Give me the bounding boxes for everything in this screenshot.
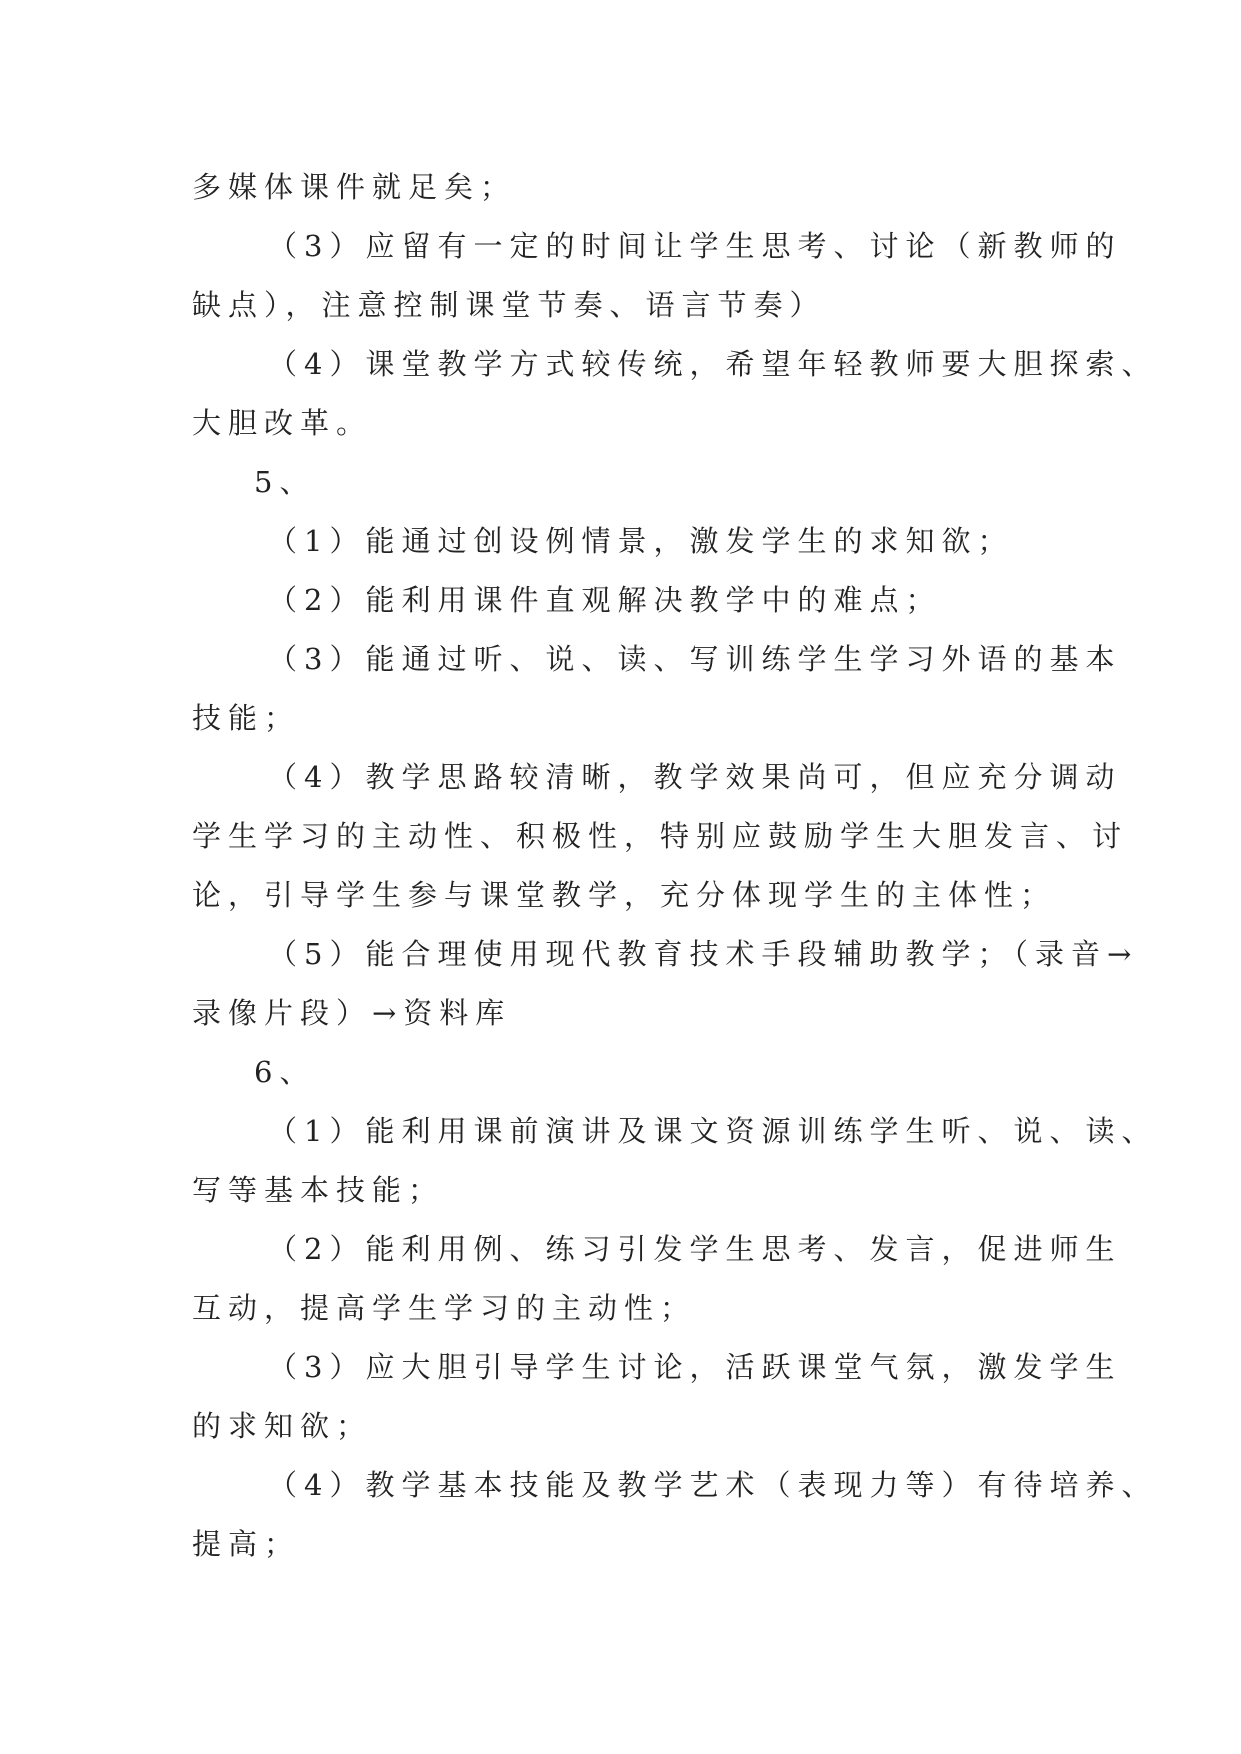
text-line: 写等基本技能；: [192, 1173, 445, 1207]
text-line: （3）能通过听、说、读、写训练学生学习外语的基本: [268, 642, 1122, 676]
text-line: 论，引导学生参与课堂教学，充分体现学生的主体性；: [192, 878, 1057, 912]
text-line: 多媒体课件就足矣；: [192, 170, 517, 204]
text-line: （3）应大胆引导学生讨论，活跃课堂气氛，激发学生: [268, 1350, 1122, 1384]
text-line: 互动，提高学生学习的主动性；: [192, 1291, 697, 1325]
text-line: （3）应留有一定的时间让学生思考、讨论（新教师的: [268, 229, 1122, 263]
text-line: （4）课堂教学方式较传统，希望年轻教师要大胆探索、: [268, 347, 1158, 381]
text-line: 技能；: [192, 701, 301, 735]
text-line: （5）能合理使用现代教育技术手段辅助教学；（录音→: [268, 937, 1139, 971]
text-line: （4）教学基本技能及教学艺术（表现力等）有待培养、: [268, 1468, 1158, 1502]
text-line: （2）能利用例、练习引发学生思考、发言，促进师生: [268, 1232, 1122, 1266]
text-line: （1）能通过创设例情景，激发学生的求知欲；: [268, 524, 1014, 558]
text-line: （1）能利用课前演讲及课文资源训练学生听、说、读、: [268, 1114, 1158, 1148]
text-line: （4）教学思路较清晰，教学效果尚可，但应充分调动: [268, 760, 1122, 794]
text-line: 学生学习的主动性、积极性，特别应鼓励学生大胆发言、讨: [192, 819, 1129, 853]
text-line: 提高；: [192, 1527, 301, 1561]
document-body: [192, 158, 1158, 1574]
text-line: 缺点），注意控制课堂节奏、语言节奏）: [192, 288, 826, 322]
text-line: 录像片段）→资料库: [192, 996, 512, 1030]
text-line: （2）能利用课件直观解决教学中的难点；: [268, 583, 942, 617]
text-line: 的求知欲；: [192, 1409, 373, 1443]
section-number: 5、: [254, 465, 316, 499]
text-line: 大胆改革。: [192, 406, 373, 440]
section-number: 6、: [254, 1055, 316, 1089]
